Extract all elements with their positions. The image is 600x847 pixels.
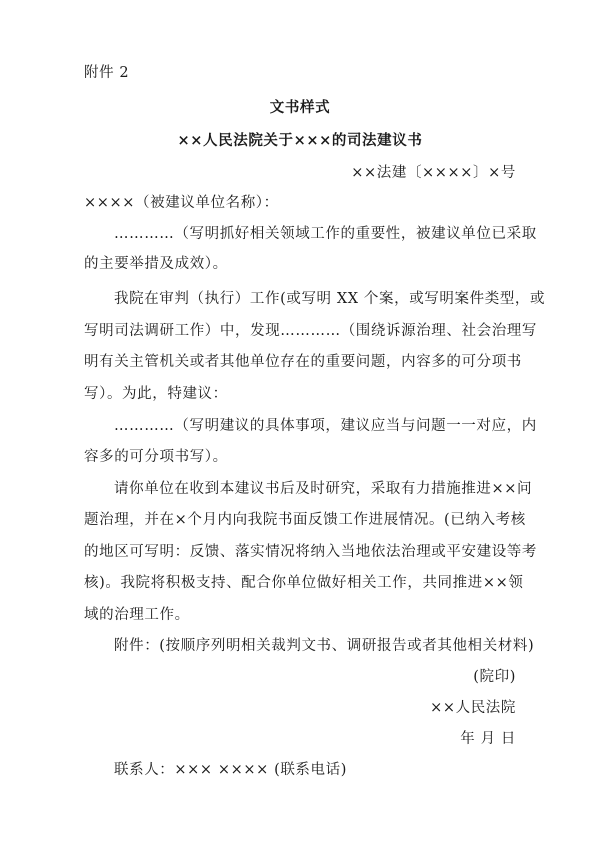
body-line: 写明司法调研工作）中，发现…………（围绕诉源治理、社会治理写 [84,323,537,339]
document-number: ××法建〔××××〕×号 [351,165,516,181]
body-line: 题治理，并在×个月内向我院书面反馈工作进展情况。(已纳入考核 [84,512,526,528]
body-line: 明有关主管机关或者其他单位存在的重要问题，内容多的可分项书 [84,354,522,370]
body-line: …………（写明建议的具体事项，建议应当与问题一一对应，内 [114,418,537,434]
date-line: 年 月 日 [460,731,516,747]
body-line: 核)。我院将积极支持、配合你单位做好相关工作，共同推进××领 [84,575,524,591]
contact-line: 联系人：××× ×××× (联系电话) [114,762,347,778]
body-line: 的地区可写明：反馈、落实情况将纳入当地依法治理或平安建设等考 [84,544,537,560]
body-line: 容多的可分项书写）。 [84,449,228,465]
document-title: ××人民法院关于×××的司法建议书 [177,132,423,149]
template-title: 文书样式 [269,99,331,116]
recipient-line: ××××（被建议单位名称）： [84,195,279,211]
court-name: ××人民法院 [430,700,516,716]
attachments-line: 附件：(按顺序列明相关裁判文书、调研报告或者其他相关材料) [114,638,535,654]
body-line: …………（写明抓好相关领域工作的重要性，被建议单位已采取 [114,226,537,242]
seal-placeholder: (院印) [473,669,516,685]
attachment-label: 附件 2 [84,65,130,81]
body-line: 域的治理工作。 [84,607,190,623]
body-line: 请你单位在收到本建议书后及时研究，采取有力措施推进××问 [114,481,533,497]
body-line: 我院在审判（执行）工作(或写明 XX 个案，或写明案件类型，或 [114,291,546,307]
body-line: 写）。为此，特建议： [84,386,228,402]
body-line: 的主要举措及成效）。 [84,256,228,272]
